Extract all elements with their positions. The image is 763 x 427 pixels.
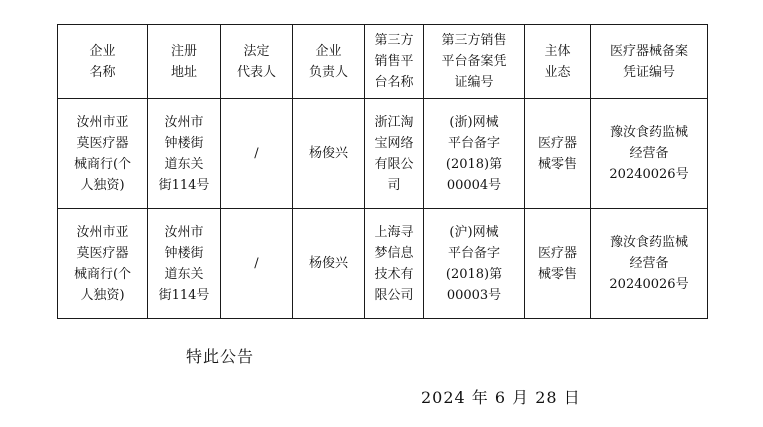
cell-business-type: 医疗器 械零售 (525, 99, 591, 209)
cell-device-cert: 豫汝食药监械 经营备 20240026号 (591, 99, 708, 209)
cell-platform-name: 上海寻 梦信息 技术有 限公司 (365, 209, 424, 319)
notice-date: 2024 年 6 月 28 日 (421, 388, 581, 407)
table-header-row (58, 25, 708, 99)
cell-company-name: 汝州市亚 莫医疗器 械商行(个 人独资) (58, 99, 148, 209)
notice-text: 特此公告 (186, 347, 255, 366)
header-legal-rep: 法定 代表人 (221, 25, 293, 99)
cell-legal-rep: / (221, 99, 293, 209)
cell-manager: 杨俊兴 (293, 209, 365, 319)
header-company-name: 企业 名称 (58, 25, 148, 99)
cell-address: 汝州市 钟楼街 道东关 街114号 (148, 209, 221, 319)
header-platform-name: 第三方 销售平 台名称 (365, 25, 424, 99)
cell-legal-rep: / (221, 209, 293, 319)
header-business-type: 主体 业态 (525, 25, 591, 99)
cell-device-cert: 豫汝食药监械 经营备 20240026号 (591, 209, 708, 319)
cell-business-type: 医疗器 械零售 (525, 209, 591, 319)
header-address: 注册 地址 (148, 25, 221, 99)
cell-manager: 杨俊兴 (293, 99, 365, 209)
cell-company-name: 汝州市亚 莫医疗器 械商行(个 人独资) (58, 209, 148, 319)
registry-table (57, 24, 708, 319)
header-manager: 企业 负责人 (293, 25, 365, 99)
header-device-cert: 医疗器械备案 凭证编号 (591, 25, 708, 99)
cell-platform-name: 浙江淘 宝网络 有限公 司 (365, 99, 424, 209)
cell-platform-cert: (浙)网械 平台备字 (2018)第 00004号 (424, 99, 525, 209)
cell-address: 汝州市 钟楼街 道东关 街114号 (148, 99, 221, 209)
cell-platform-cert: (沪)网械 平台备字 (2018)第 00003号 (424, 209, 525, 319)
table-row (58, 99, 708, 209)
table-row (58, 209, 708, 319)
header-platform-cert: 第三方销售 平台备案凭 证编号 (424, 25, 525, 99)
